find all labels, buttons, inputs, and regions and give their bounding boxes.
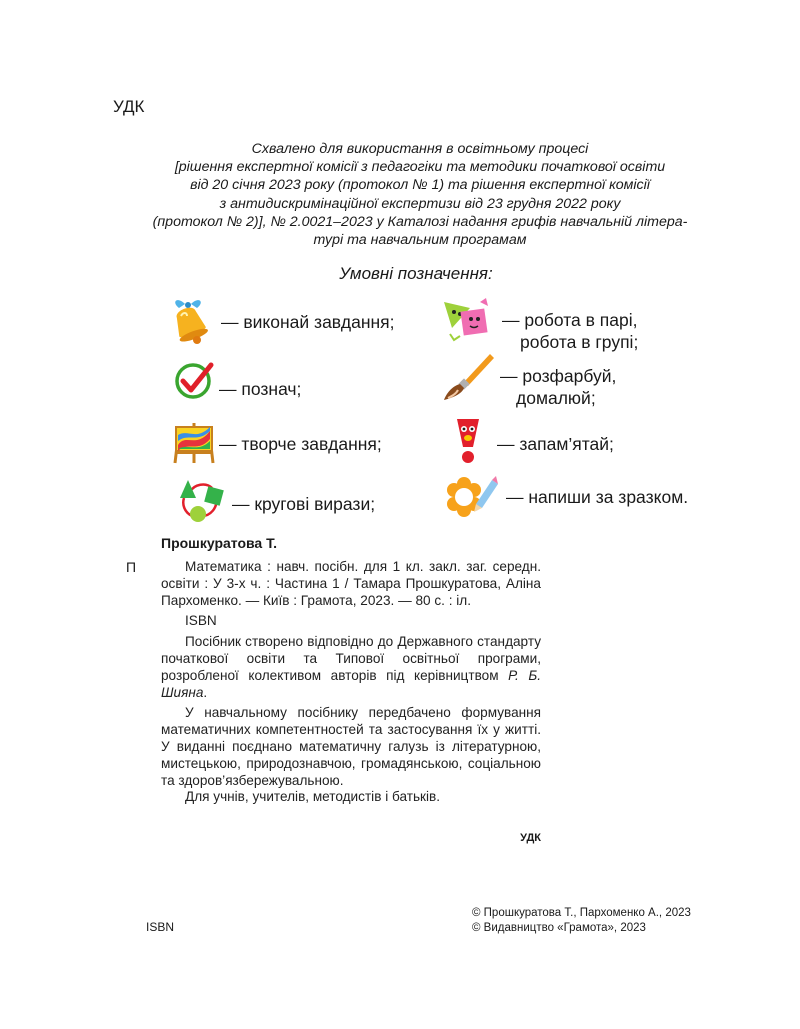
legend-item-creative bbox=[171, 419, 382, 465]
legend-text: — кругові вирази; bbox=[232, 494, 376, 514]
exclamation-icon bbox=[449, 415, 493, 465]
legend-item-task bbox=[167, 294, 395, 346]
legend-text: — познач; bbox=[219, 379, 302, 399]
legend-text: — робота в парі, bbox=[502, 310, 638, 330]
catalog-description: Математика : навч. посібн. для 1 кл. закл. заг. середн. освіти : У 3-х ч. : Частина 1 / Тамара Прошкуратова, Аліна Пархоменко. — Київ : Грамота, 2023. — 80 с. : іл. bbox=[161, 559, 541, 608]
approval-line: (протокол № 2)], № 2.0021–2023 у Каталозі надання грифів навчальній літера- bbox=[152, 213, 688, 230]
legend-text: — запам’ятай; bbox=[497, 434, 614, 454]
legend-item-mark bbox=[173, 359, 301, 403]
brush-icon bbox=[442, 352, 496, 402]
annotation-end: . bbox=[203, 684, 208, 700]
cycle-shapes-icon bbox=[176, 476, 226, 522]
copyright-publisher: © Видавництво «Грамота», 2023 bbox=[472, 922, 646, 934]
annotation-author-name: Р. Б. Шияна bbox=[161, 667, 541, 700]
approval-line: з антидискримінаційної експертизи від 23 грудня 2022 року bbox=[219, 195, 621, 212]
approval-line: Схвалено для використання в освітньому процесі bbox=[251, 141, 589, 157]
catalog-letter: П bbox=[126, 559, 137, 575]
legend-text-continued: домалюй; bbox=[516, 388, 596, 408]
approval-line: [рішення експертної комісії з педагогіки та методики початкової освіти bbox=[174, 159, 666, 176]
bell-icon bbox=[167, 294, 219, 346]
legend-item-circular bbox=[176, 476, 375, 522]
copyright-block bbox=[472, 906, 691, 936]
legend-text: — творче завдання; bbox=[219, 434, 382, 454]
catalog-author: Прошкуратова Т. bbox=[161, 535, 277, 551]
catalog-isbn: ISBN bbox=[185, 613, 217, 629]
pencil-flower-icon bbox=[446, 474, 498, 520]
legend-item-remember bbox=[449, 415, 614, 465]
catalog-annotation bbox=[161, 634, 541, 701]
catalog-annotation: У навчальному посібнику передбачено формування математичних компетентностей та застосування їх у житті. У виданні поєднано математичну галузь із літературною, мистецькою, природознавчою, громадянською, соціальною та здоров’язбережувальною. bbox=[161, 705, 541, 788]
legend-item-color bbox=[442, 352, 616, 409]
catalog-audience: Для учнів, учителів, методистів і батьків. bbox=[185, 789, 441, 805]
udk-header: УДК bbox=[113, 97, 145, 116]
pair-shapes-icon bbox=[440, 294, 496, 344]
catalog-udk: УДК bbox=[520, 832, 541, 844]
legend-text: — виконай завдання; bbox=[221, 312, 395, 332]
annotation-text: Посібник створено відповідно до Державного стандарту початкової освіти та Типової освітньої програми, розробленої колективом авторів під керівництвом bbox=[161, 634, 541, 683]
catalog-body bbox=[161, 559, 541, 806]
legend-text-continued: робота в групі; bbox=[520, 332, 639, 352]
copyright-authors: © Прошкуратова Т., Пархоменко А., 2023 bbox=[472, 907, 691, 919]
legend-text: — напиши за зразком. bbox=[506, 487, 689, 507]
easel-icon bbox=[171, 419, 217, 465]
footer-isbn: ISBN bbox=[146, 920, 175, 934]
checkmark-icon bbox=[173, 359, 217, 403]
legend-title: Умовні позначення: bbox=[339, 264, 493, 283]
legend-item-pair bbox=[440, 294, 638, 353]
legend-item-sample bbox=[446, 474, 688, 520]
approval-block bbox=[125, 140, 715, 249]
approval-line: від 20 січня 2023 року (протокол № 1) та рішення експертної комісії bbox=[190, 177, 650, 194]
legend-text: — розфарбуй, bbox=[500, 366, 617, 386]
approval-line: турі та навчальним програмам bbox=[313, 232, 527, 249]
